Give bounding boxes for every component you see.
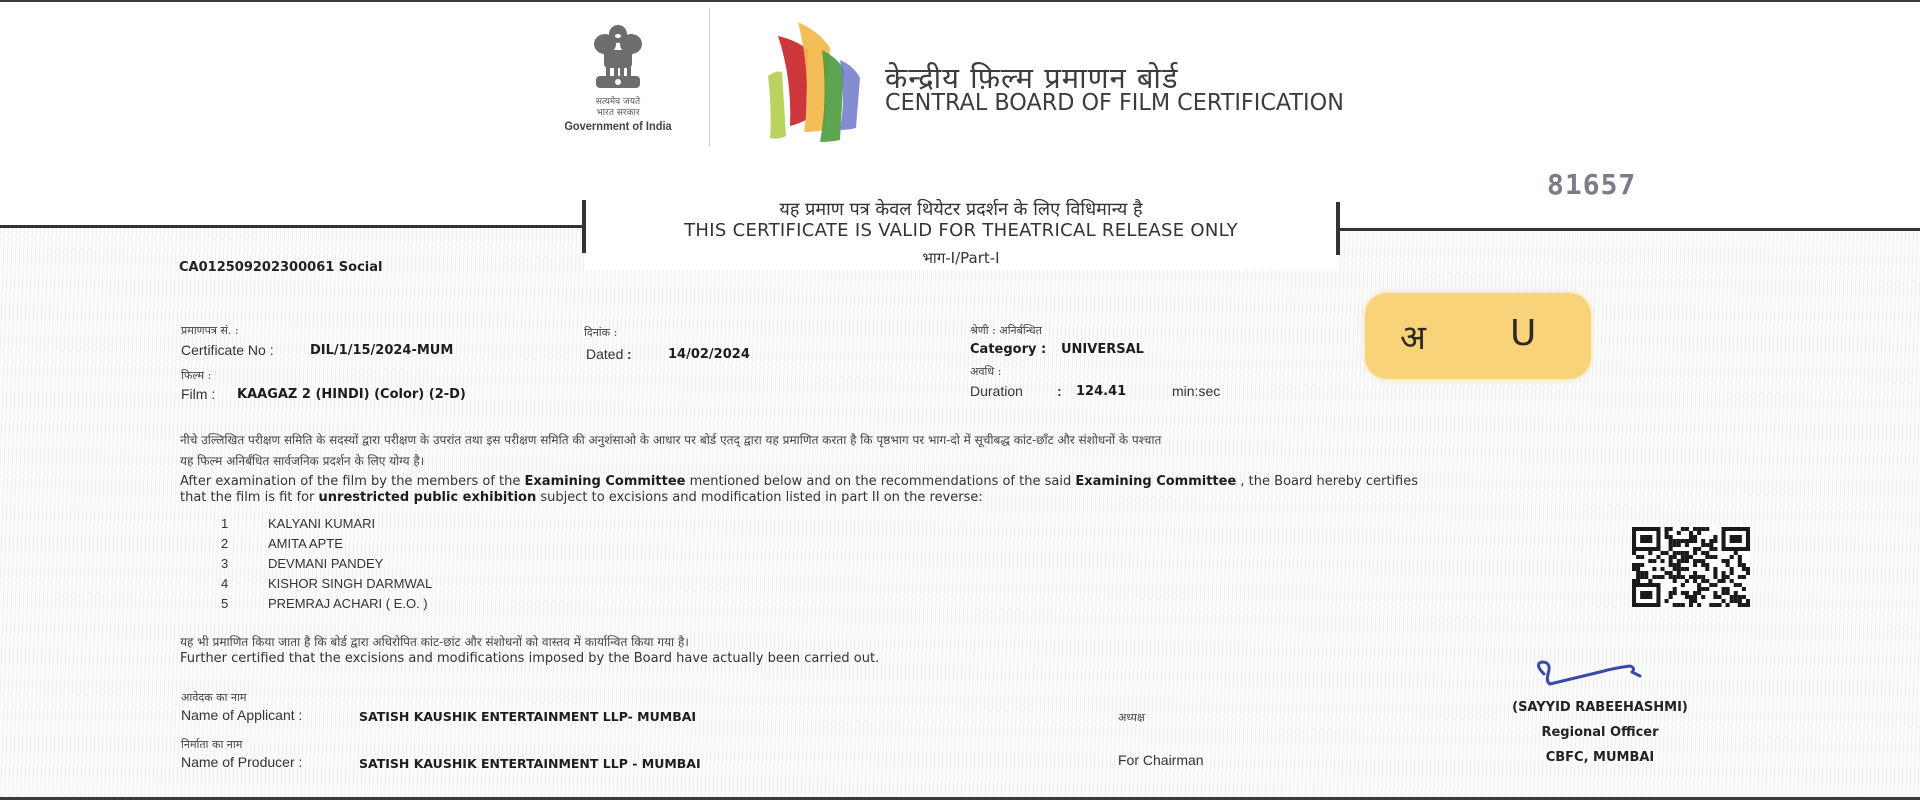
- certificate-code: CA012509202300061 Social: [179, 260, 383, 275]
- date-separator: :: [627, 346, 632, 362]
- rating-badge: [1365, 293, 1591, 379]
- duration-label: Duration: [970, 383, 1023, 399]
- rule-left: [0, 225, 584, 228]
- certification-english-line2: [180, 490, 983, 505]
- category-label: Category :: [970, 342, 1047, 357]
- serial-number: 81657: [1547, 168, 1637, 201]
- emblem-government-hindi: भारत सरकार: [596, 108, 640, 118]
- member-name: KALYANI KUMARI: [268, 516, 376, 531]
- further-certification-hindi: यह भी प्रमाणित किया जाता है कि बोर्ड द्वारा अधिरोपित कांट-छांट और संशोधनों को वास्तव में कार्यान्वित किया गया है।: [180, 635, 689, 649]
- applicant-name: SATISH KAUSHIK ENTERTAINMENT LLP- MUMBAI: [359, 709, 697, 724]
- duration-separator: :: [1057, 383, 1062, 399]
- cert-en-2a: that the film is fit for: [180, 490, 319, 505]
- applicant-label: Name of Applicant :: [181, 707, 303, 723]
- member-name: AMITA APTE: [268, 536, 343, 551]
- member-number: 4: [221, 576, 229, 591]
- member-number: 3: [221, 556, 229, 571]
- certificate-number-label: Certificate No :: [181, 342, 274, 358]
- further-certification-english: Further certified that the excisions and modifications imposed by the Board have actually been carried out.: [180, 651, 880, 666]
- certification-hindi-line1: नीचे उल्लिखित परीक्षण समिति के सदस्यों द्वारा परीक्षण के उपरांत तथा इस परीक्षण समिति की अनुशंसाओ के आधार पर बोर्ड एतद् द्वारा यह प्रमाणित करता है कि पृष्ठभाग पर भाग-दो में सूचीबद्ध कांट-छाँट और संशोधनों के पश्चात: [180, 433, 1162, 447]
- signatory-name: (SAYYID RABEEHASHMI): [1512, 700, 1688, 715]
- film-title: KAAGAZ 2 (HINDI) (Color) (2-D): [237, 387, 466, 402]
- cert-en-2c: subject to excisions and modification listed in part II on the reverse:: [536, 490, 983, 505]
- rating-english: U: [1510, 313, 1537, 354]
- emblem-motto: सत्यमेव जयते: [595, 97, 641, 107]
- category-label-hindi: श्रेणी : अनिर्बन्धित: [970, 324, 1042, 337]
- validity-hindi: यह प्रमाण पत्र केवल थियेटर प्रदर्शन के लिए विधिमान्य है: [779, 199, 1143, 220]
- chairman-label: For Chairman: [1118, 752, 1204, 768]
- category-value: UNIVERSAL: [1061, 342, 1144, 357]
- date-label-hindi: दिनांक :: [584, 326, 618, 339]
- certificate-number-label-hindi: प्रमाणपत्र सं. :: [181, 324, 239, 337]
- member-number: 1: [221, 516, 229, 531]
- cert-en-1c: mentioned below and on the recommendations of the said: [685, 474, 1076, 489]
- cert-en-1b: Examining Committee: [524, 474, 686, 489]
- cert-en-1d: Examining Committee: [1075, 474, 1237, 489]
- validity-english: THIS CERTIFICATE IS VALID FOR THEATRICAL RELEASE ONLY: [684, 220, 1238, 241]
- certification-english-line1: [180, 474, 1418, 489]
- government-emblem: [548, 22, 688, 142]
- duration-value: 124.41: [1076, 384, 1127, 399]
- signatory-role: Regional Officer: [1541, 725, 1659, 740]
- duration-unit: min:sec: [1172, 383, 1221, 399]
- applicant-label-hindi: आवेदक का नाम: [181, 691, 247, 704]
- part-label: भाग-I/Part-I: [922, 249, 1000, 267]
- member-name: DEVMANI PANDEY: [268, 556, 384, 571]
- cbfc-logo-icon: [760, 18, 872, 144]
- member-name: KISHOR SINGH DARMWAL: [268, 576, 433, 591]
- producer-label: Name of Producer :: [181, 754, 303, 770]
- signatory-office: CBFC, MUMBAI: [1545, 750, 1655, 765]
- rating-hindi: अ: [1400, 318, 1426, 358]
- film-label-hindi: फिल्म :: [181, 369, 212, 382]
- producer-name: SATISH KAUSHIK ENTERTAINMENT LLP - MUMBAI: [359, 756, 701, 771]
- cert-en-1e: , the Board hereby certifies: [1236, 474, 1419, 489]
- duration-label-hindi: अवधि :: [970, 365, 1002, 378]
- signature-icon: [1530, 656, 1650, 690]
- producer-label-hindi: निर्माता का नाम: [181, 738, 243, 751]
- member-number: 2: [221, 536, 229, 551]
- cert-en-2b: unrestricted public exhibition: [318, 490, 537, 505]
- header-divider: [709, 8, 710, 146]
- top-border: [0, 0, 1920, 2]
- rule-right: [1338, 228, 1920, 231]
- member-name: PREMRAJ ACHARI ( E.O. ): [268, 596, 428, 611]
- certification-hindi-line2: यह फिल्म अनिर्बंधित सार्वजनिक प्रदर्शन के लिए योग्य है।: [180, 454, 425, 468]
- film-label: Film :: [181, 386, 216, 402]
- cert-en-1a: After examination of the film by the members of the: [180, 474, 525, 489]
- chairman-label-hindi: अध्यक्ष: [1118, 711, 1145, 724]
- board-name-hindi: केन्द्रीय फ़िल्म प्रमाणन बोर्ड: [885, 61, 1179, 95]
- date-label: Dated: [586, 346, 624, 362]
- certificate-date: 14/02/2024: [668, 347, 750, 362]
- member-number: 5: [221, 596, 229, 611]
- qr-code-icon: [1632, 527, 1750, 607]
- ashoka-emblem-icon: [590, 22, 646, 96]
- board-name-english: CENTRAL BOARD OF FILM CERTIFICATION: [885, 90, 1344, 116]
- emblem-government-english: Government of India: [564, 119, 672, 133]
- certificate-number: DIL/1/15/2024-MUM: [310, 343, 454, 358]
